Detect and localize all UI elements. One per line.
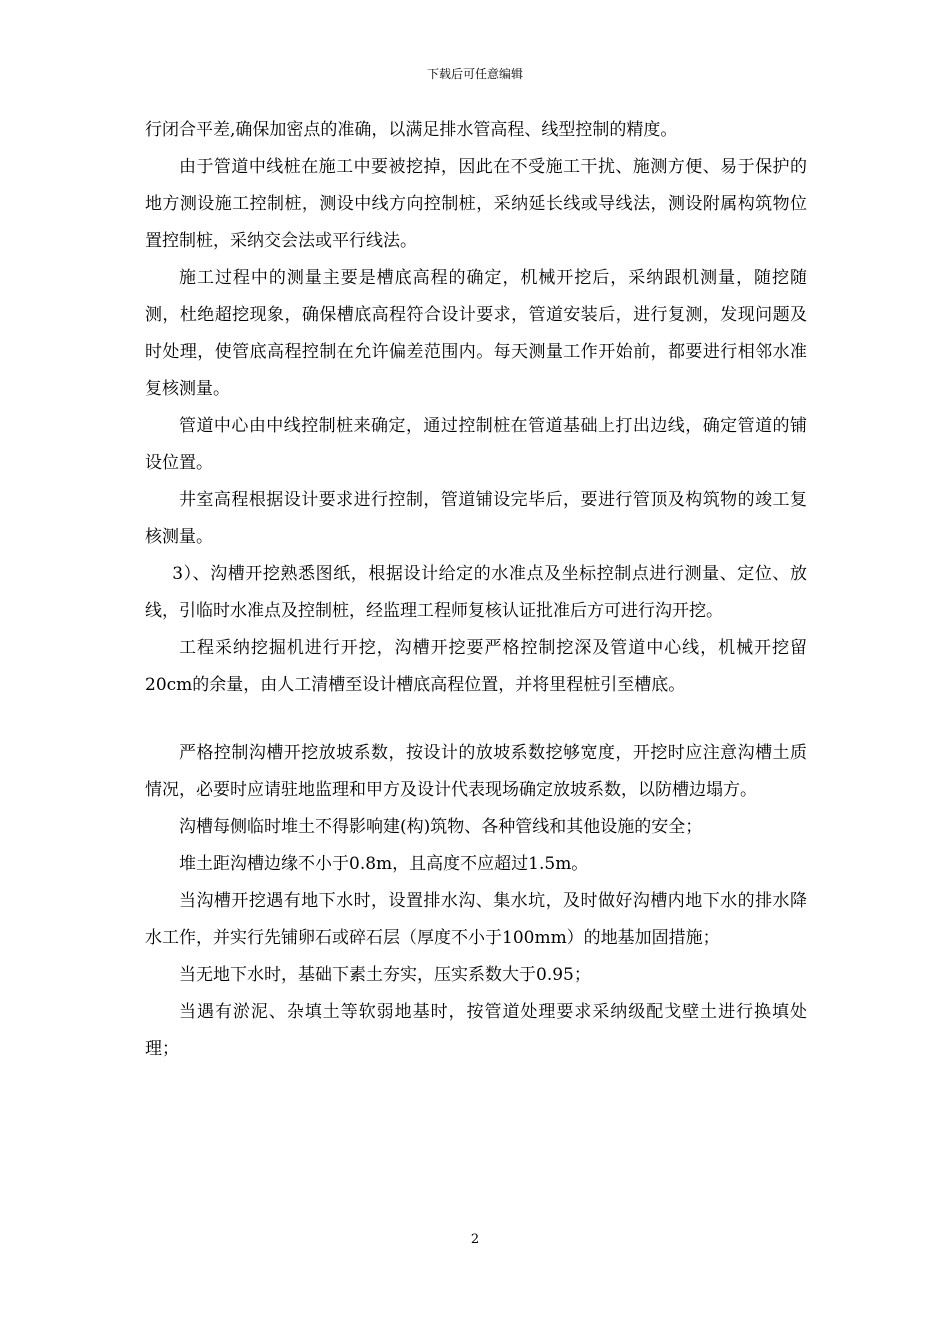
blank-line <box>145 704 807 735</box>
paragraph: 当遇有淤泥、杂填土等软弱地基时，按管道处理要求采纳级配戈壁土进行换填处理； <box>145 1002 807 1059</box>
paragraph: 工程采纳挖掘机进行开挖，沟槽开挖要严格控制挖深及管道中心线，机械开挖留20cm的余量，由人工清槽至设计槽底高程位置，并将里程桩引至槽底。 <box>145 638 807 695</box>
paragraph: 行闭合平差,确保加密点的准确，以满足排水管高程、线型控制的精度。 <box>145 120 678 140</box>
paragraph: 施工过程中的测量主要是槽底高程的确定，机械开挖后，采纳跟机测量，随挖随测，杜绝超挖现象，确保槽底高程符合设计要求，管道安装后，进行复测，发现问题及时处理，使管底高程控制在允许偏差范围内。每天测量工作开始前，都要进行相邻水准复核测量。 <box>145 268 807 399</box>
paragraph: 当沟槽开挖遇有地下水时，设置排水沟、集水坑，及时做好沟槽内地下水的排水降水工作，并实行先铺卵石或碎石层（厚度不小于100mm）的地基加固措施； <box>145 891 807 948</box>
paragraph: 严格控制沟槽开挖放坡系数，按设计的放坡系数挖够宽度，开挖时应注意沟槽土质情况，必要时应请驻地监理和甲方及设计代表现场确定放坡系数，以防槽边塌方。 <box>145 743 807 800</box>
paragraph: 沟槽每侧临时堆土不得影响建(构)筑物、各种管线和其他设施的安全； <box>179 817 703 837</box>
paragraph: 堆土距沟槽边缘不小于0.8m，且高度不应超过1.5m。 <box>179 854 589 874</box>
paragraph: 井室高程根据设计要求进行控制，管道铺设完毕后，要进行管顶及构筑物的竣工复核测量。 <box>145 490 807 547</box>
document-body <box>145 112 807 1068</box>
page-header: 下载后可任意编辑 <box>426 67 523 81</box>
paragraph: 由于管道中线桩在施工中要被挖掉，因此在不受施工干扰、施测方便、易于保护的地方测设施工控制桩，测设中线方向控制桩，采纳延长线或导线法，测设附属构筑物位置控制桩，采纳交会法或平行线法。 <box>145 157 807 251</box>
paragraph: 3）、沟槽开挖熟悉图纸，根据设计给定的水准点及坐标控制点进行测量、定位、放线，引临时水准点及控制桩，经监理工程师复核认证批准后方可进行沟开挖。 <box>145 564 807 621</box>
paragraph: 管道中心由中线控制桩来确定，通过控制桩在管道基础上打出边线，确定管道的铺设位置。 <box>145 416 807 473</box>
paragraph: 当无地下水时，基础下素土夯实，压实系数大于0.95； <box>179 965 591 985</box>
page-number: 2 <box>470 1232 480 1247</box>
